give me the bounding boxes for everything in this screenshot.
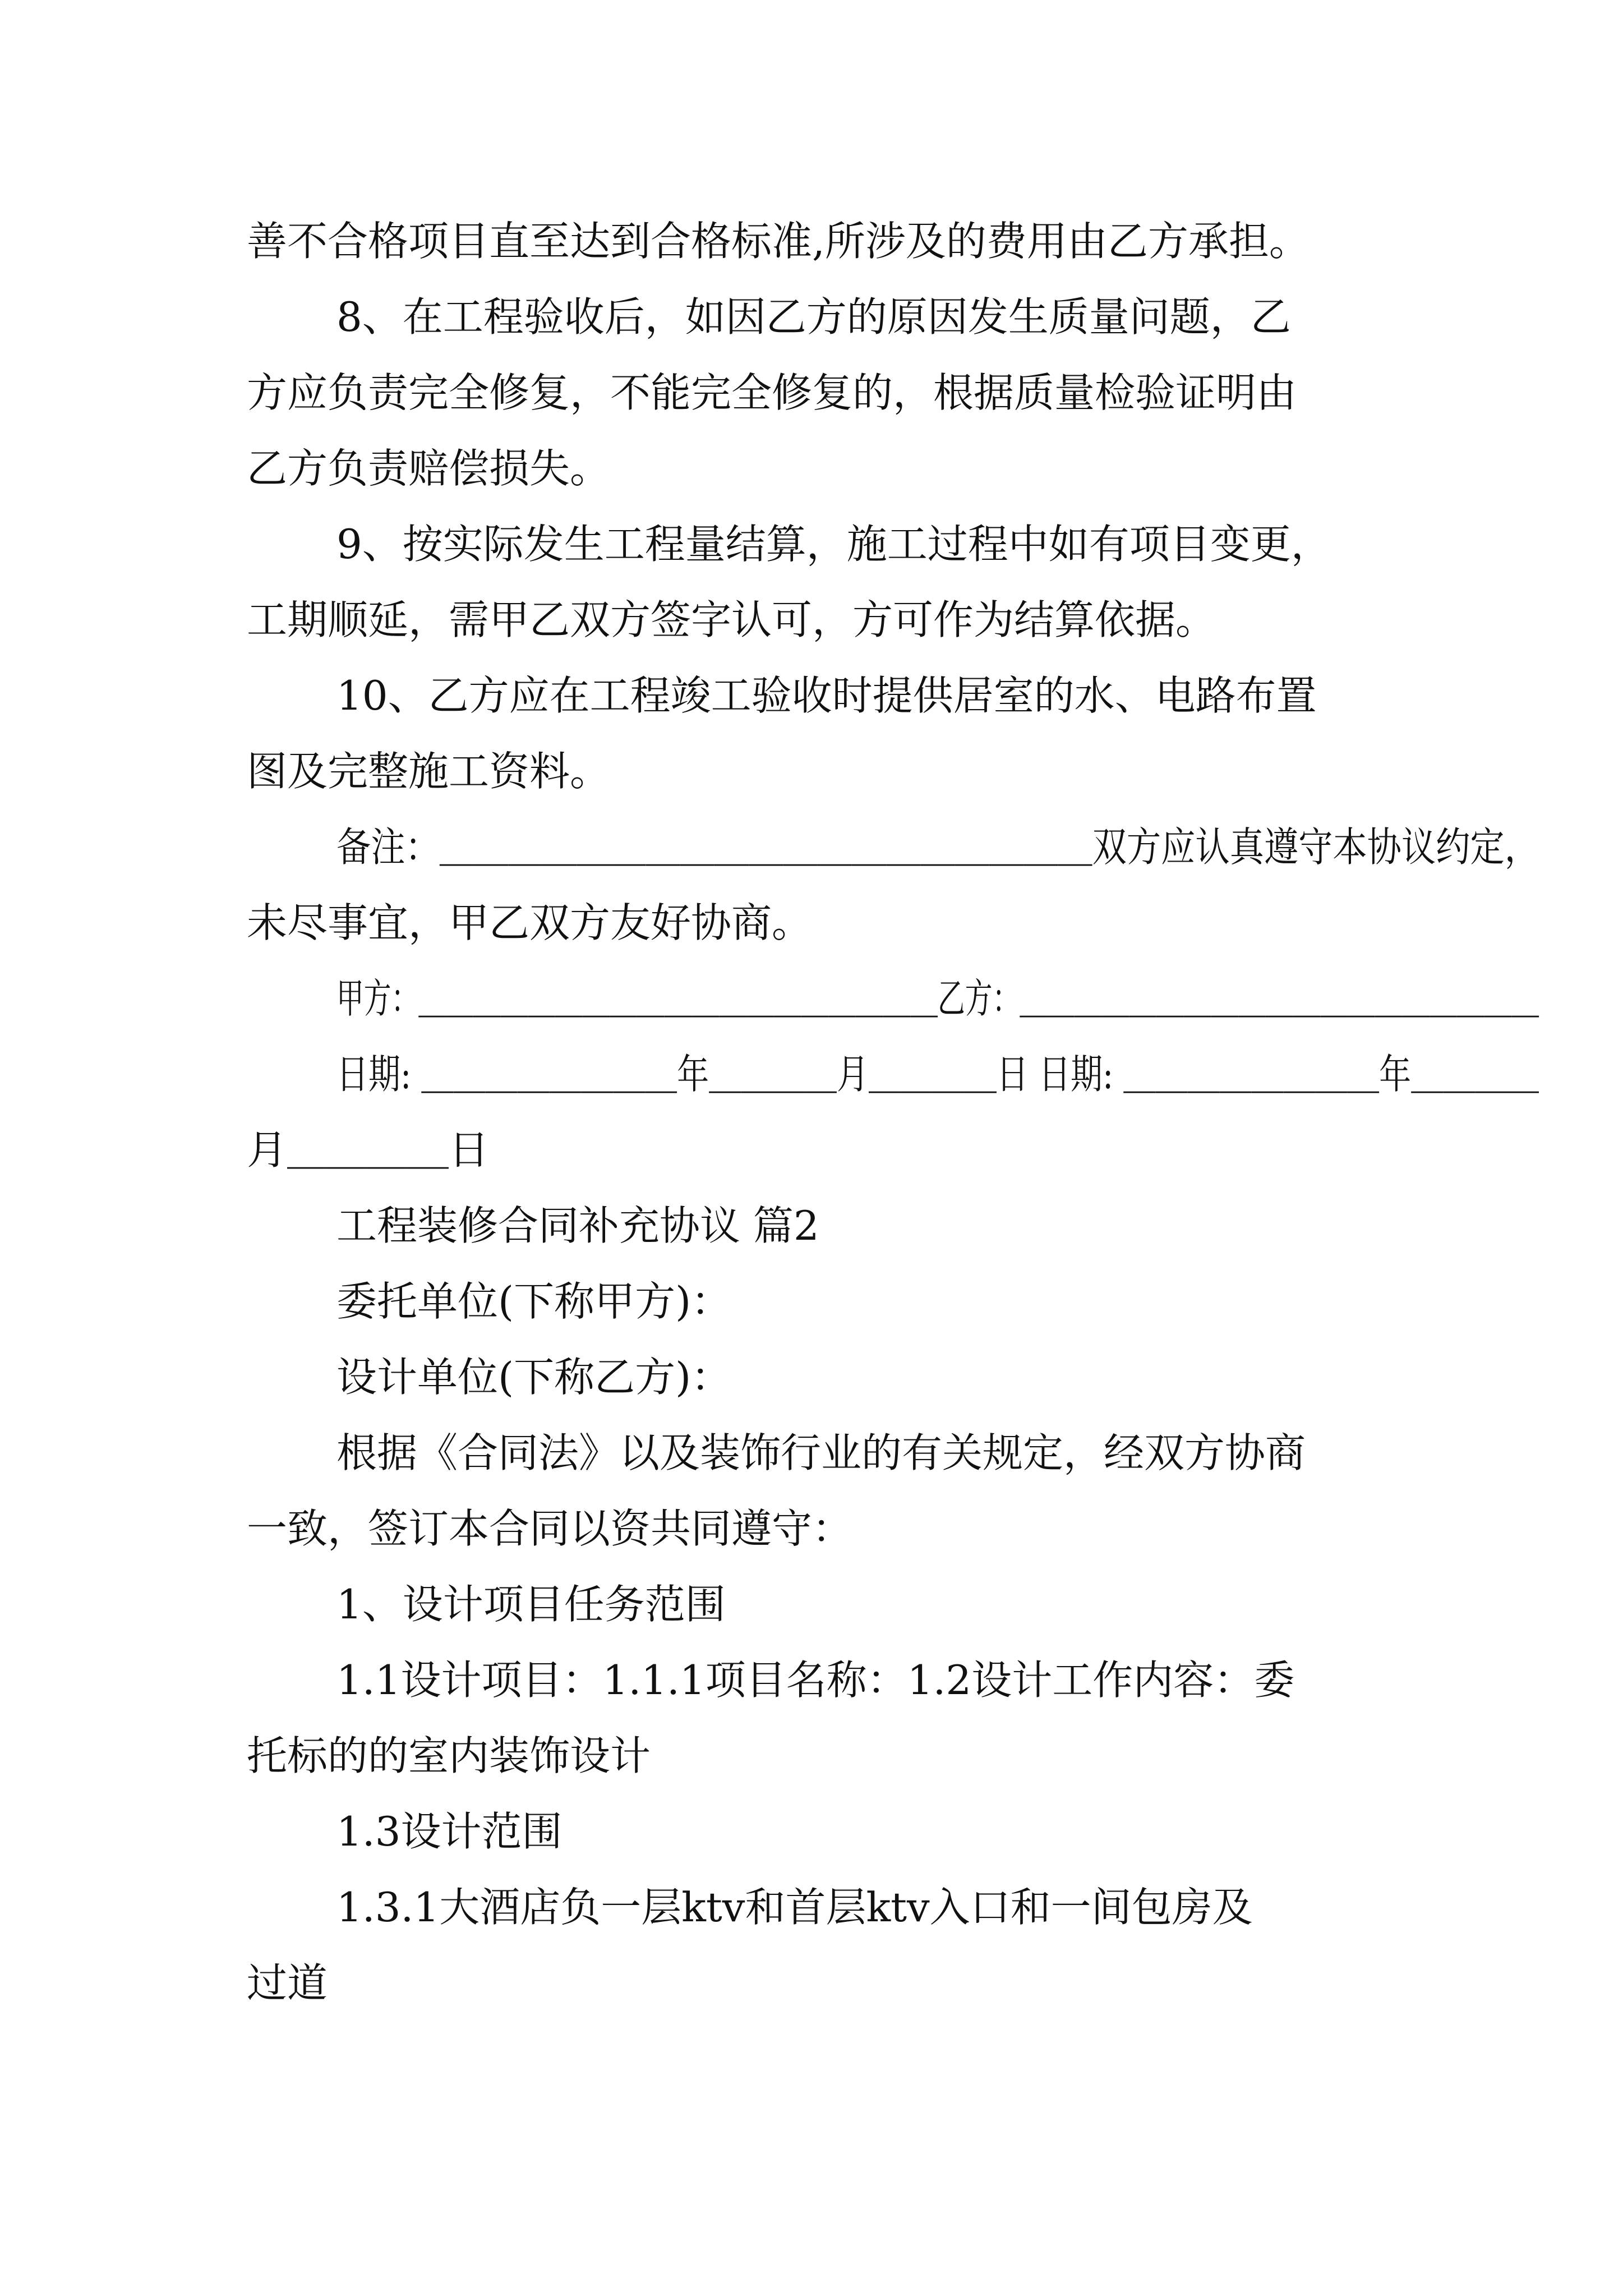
text-line: 9、按实际发生工程量结算，施工过程中如有项目变更，: [336, 521, 1331, 568]
section-heading: 工程装修合同补充协议 篇2: [336, 1202, 819, 1249]
text-line: 善不合格项目直至达到合格标准,所涉及的费用由乙方承担。: [247, 218, 1310, 265]
text-line: 1.3.1大酒店负一层ktv和首层ktv入口和一间包房及: [336, 1884, 1253, 1931]
text-line: 10、乙方应在工程竣工验收时提供居室的水、电路布置: [336, 672, 1317, 719]
text-line: 委托单位(下称甲方)：: [336, 1278, 732, 1325]
text-line: 工期顺延，需甲乙双方签字认可，方可作为结算依据。: [247, 596, 1216, 643]
remarks-line: 备注：＿＿＿＿＿＿＿＿＿＿＿＿＿＿＿＿＿＿＿双方应认真遵守本协议约定，: [336, 823, 1539, 871]
party-signature-line: 甲方：＿＿＿＿＿＿＿＿＿＿＿＿＿＿＿＿＿＿＿乙方：＿＿＿＿＿＿＿＿＿＿＿＿＿＿＿＿＿＿＿: [336, 975, 1539, 1022]
date-line-continued: 月＿＿＿＿日: [247, 1126, 490, 1174]
date-line: 日期: ＿＿＿＿＿＿＿＿年＿＿＿＿月＿＿＿＿日 日期: ＿＿＿＿＿＿＿＿年＿＿＿＿: [336, 1051, 1539, 1098]
text-line: 未尽事宜，甲乙双方友好协商。: [247, 899, 813, 946]
text-line: 设计单位(下称乙方)：: [336, 1354, 732, 1401]
text-line: 1、设计项目任务范围: [336, 1581, 726, 1628]
text-line: 方应负责完全修复，不能完全修复的，根据质量检验证明由: [247, 369, 1297, 416]
text-line: 乙方负责赔偿损失。: [247, 445, 611, 492]
text-line: 过道: [247, 1959, 328, 2007]
text-line: 8、在工程验收后，如因乙方的原因发生质量问题，乙: [336, 293, 1291, 341]
text-line: 根据《合同法》以及装饰行业的有关规定，经双方协商: [336, 1429, 1306, 1476]
text-line: 一致，签订本合同以资共同遵守：: [247, 1505, 853, 1552]
text-line: 托标的的室内装饰设计: [247, 1732, 651, 1779]
text-line: 1.1设计项目：1.1.1项目名称：1.2设计工作内容：委: [336, 1657, 1295, 1704]
text-line: 1.3设计范围: [336, 1808, 562, 1855]
text-line: 图及完整施工资料。: [247, 748, 611, 795]
